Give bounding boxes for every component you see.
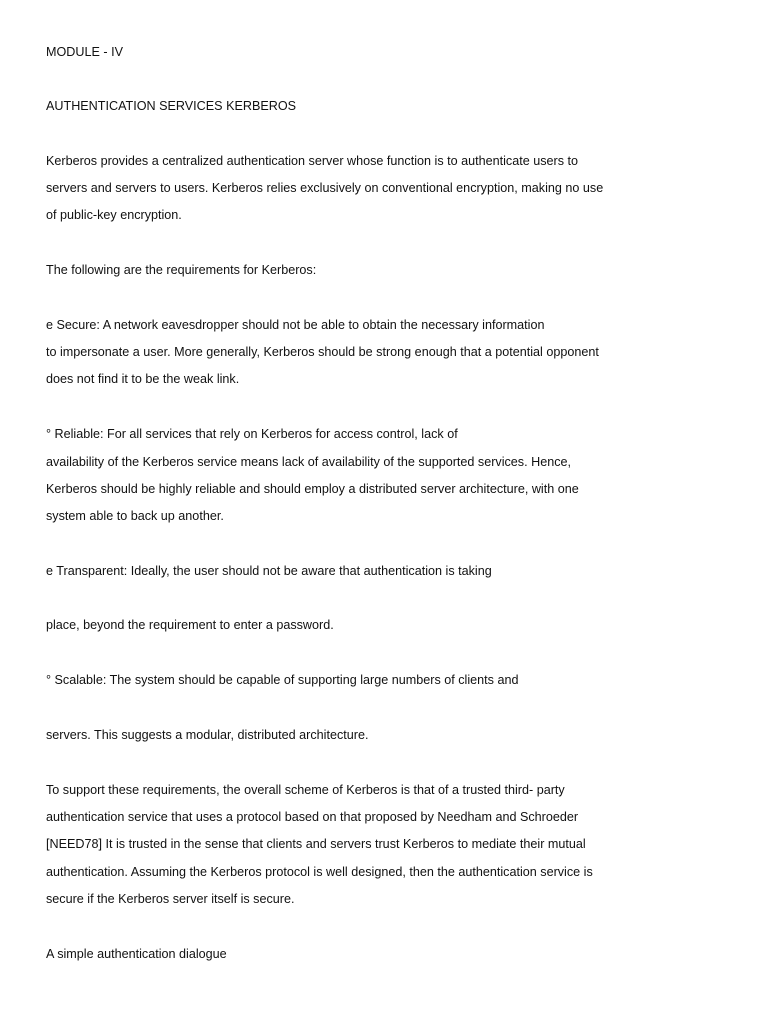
section-heading: AUTHENTICATION SERVICES KERBEROS [46,99,297,113]
reliable-line-4: system able to back up another. [46,509,224,523]
secure-line-2: to impersonate a user. More generally, Kerberos should be strong enough that a potential opponent [46,345,599,359]
scheme-line-3: [NEED78] It is trusted in the sense that clients and servers trust Kerberos to mediate their mutual [46,837,586,851]
secure-line-1: e Secure: A network eavesdropper should not be able to obtain the necessary information [46,318,545,332]
reliable-line-2: availability of the Kerberos service means lack of availability of the supported services. Hence, [46,455,571,469]
scheme-line-1: To support these requirements, the overall scheme of Kerberos is that of a trusted third- party [46,783,565,797]
intro-line-3: of public-key encryption. [46,208,182,222]
secure-line-3: does not find it to be the weak link. [46,372,240,386]
scheme-line-5: secure if the Kerberos server itself is secure. [46,892,295,906]
transparent-line-1: e Transparent: Ideally, the user should not be aware that authentication is taking [46,564,492,578]
scheme-line-2: authentication service that uses a protocol based on that proposed by Needham and Schroeder [46,810,579,824]
scheme-line-4: authentication. Assuming the Kerberos protocol is well designed, then the authentication service is [46,865,593,879]
transparent-line-2: place, beyond the requirement to enter a password. [46,618,334,632]
reliable-line-1: ° Reliable: For all services that rely on Kerberos for access control, lack of [46,427,458,441]
dialogue-heading: A simple authentication dialogue [46,947,227,961]
scalable-line-2: servers. This suggests a modular, distributed architecture. [46,728,369,742]
intro-line-1: Kerberos provides a centralized authentication server whose function is to authenticate users to [46,154,579,168]
intro-line-2: servers and servers to users. Kerberos relies exclusively on conventional encryption, making no use [46,181,604,195]
requirements-intro: The following are the requirements for Kerberos: [46,263,317,277]
module-heading: MODULE - IV [46,45,123,59]
reliable-line-3: Kerberos should be highly reliable and should employ a distributed server architecture, with one [46,482,579,496]
scalable-line-1: ° Scalable: The system should be capable of supporting large numbers of clients and [46,673,519,687]
